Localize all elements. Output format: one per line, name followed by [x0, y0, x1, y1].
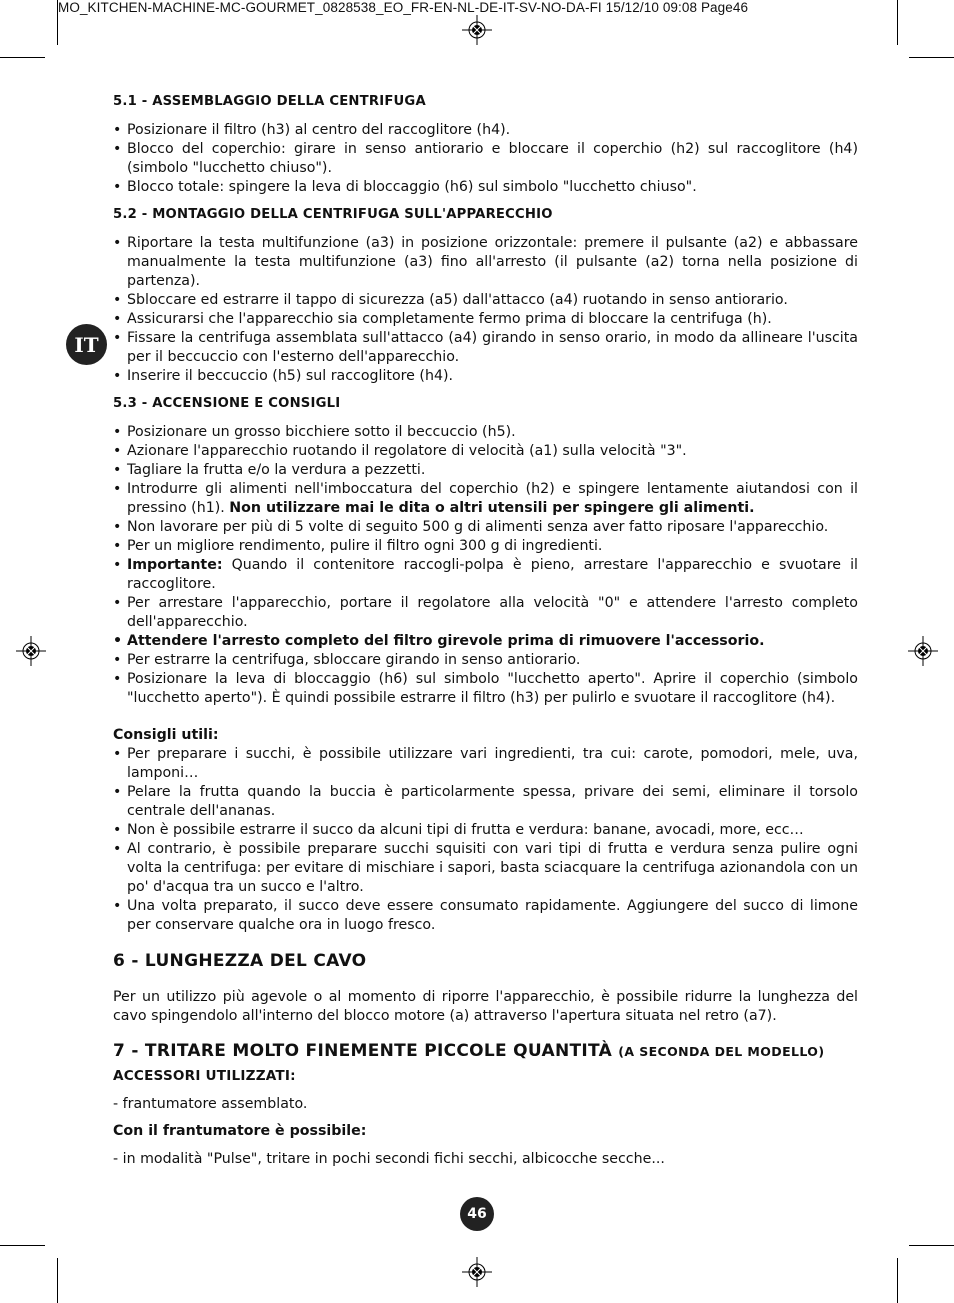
- crop-mark: [57, 0, 58, 45]
- important-label: Importante:: [127, 557, 223, 573]
- list-item: • Sbloccare ed estrarre il tappo di sicurezza (a5) dall'attacco (a4) ruotando in senso antiorario.: [113, 291, 858, 310]
- list-item: • Posizionare la leva di bloccaggio (h6) sul simbolo "lucchetto aperto". Aprire il coperchio (simbolo "lucchetto aperto"). È quindi possibile estrarre il filtro (h3) per pulirlo e svuotare il raccoglitore (h4).: [113, 670, 858, 708]
- page-content: [113, 92, 858, 1169]
- crop-mark: [0, 57, 45, 58]
- list-item: • Per preparare i succhi, è possibile utilizzare vari ingredienti, tra cui: carote, pomodori, mele, uva, lamponi…: [113, 745, 858, 783]
- list-item: • Per arrestare l'apparecchio, portare il regolatore alla velocità "0" e attendere l'arresto completo dell'apparecchio.: [113, 594, 858, 632]
- list-item: • Attendere l'arresto completo del filtro girevole prima di rimuovere l'accessorio.: [113, 632, 858, 651]
- list-item: • Non è possibile estrarre il succo da alcuni tipi di frutta e verdura: banane, avocadi, more, ecc…: [113, 821, 858, 840]
- list-item: • Posizionare il filtro (h3) al centro del raccoglitore (h4).: [113, 121, 858, 140]
- language-badge: IT: [66, 324, 107, 365]
- list-item: • Azionare l'apparecchio ruotando il regolatore di velocità (a1) sulla velocità "3".: [113, 442, 858, 461]
- list-item: • Per un migliore rendimento, pulire il filtro ogni 300 g di ingredienti.: [113, 537, 858, 556]
- list-item: • Tagliare la frutta e/o la verdura a pezzetti.: [113, 461, 858, 480]
- list-item: • Riportare la testa multifunzione (a3) in posizione orizzontale: premere il pulsante (a2) e abbassare manualmente la testa multifunzione (a3) fino all'arresto (il pulsante (a2) torna nella posizione di partenza).: [113, 234, 858, 291]
- accessories-text: - frantumatore assemblato.: [113, 1096, 308, 1112]
- tips-heading: Consigli utili:: [113, 727, 219, 743]
- registration-mark-icon: [908, 636, 938, 666]
- list-item: • Posizionare un grosso bicchiere sotto il beccuccio (h5).: [113, 423, 858, 442]
- list-item: • Una volta preparato, il succo deve essere consumato rapidamente. Aggiungere del succo di limone per conservare qualche ora in luogo fresco.: [113, 897, 858, 935]
- warning-text: Non utilizzare mai le dita o altri utensili per spingere gli alimenti.: [229, 500, 755, 516]
- list-item: • Per estrarre la centrifuga, sbloccare girando in senso antiorario.: [113, 651, 858, 670]
- section-5-2-heading: 5.2 - MONTAGGIO DELLA CENTRIFUGA SULL'APPARECCHIO: [113, 207, 553, 222]
- section-7-note: (A SECONDA DEL MODELLO): [618, 1044, 825, 1059]
- section-7-heading: [113, 1042, 858, 1061]
- list-item: • Pelare la frutta quando la buccia è particolarmente spessa, privare dei semi, eliminare il torsolo centrale dell'ananas.: [113, 783, 858, 821]
- crop-mark: [897, 0, 898, 45]
- section-5-2-list: [113, 234, 858, 386]
- possible-text: - in modalità "Pulse", tritare in pochi secondi fichi secchi, albicocche secche...: [113, 1151, 665, 1167]
- crop-mark: [0, 1245, 45, 1246]
- list-item: • Al contrario, è possibile preparare succhi squisiti con vari tipi di frutta e verdura senza pulire ogni volta la centrifuga: per evitare di mischiare i sapori, basta sciacquare la centrifuga azionandola con un po' d'acqua tra un succo e l'altro.: [113, 840, 858, 897]
- list-item: [113, 556, 858, 594]
- list-item: • Non lavorare per più di 5 volte di seguito 500 g di alimenti senza aver fatto riposare l'apparecchio.: [113, 518, 858, 537]
- section-5-3-heading: 5.3 - ACCENSIONE E CONSIGLI: [113, 396, 341, 411]
- section-6-body: Per un utilizzo più agevole o al momento di riporre l'apparecchio, è possibile ridurre la lunghezza del cavo spingendolo all'interno del blocco motore (a) attraverso l'apertura situata nel retro (a7).: [113, 989, 858, 1024]
- registration-mark-icon: [462, 15, 492, 45]
- section-6-heading: 6 - LUNGHEZZA DEL CAVO: [113, 951, 367, 971]
- accessories-heading: ACCESSORI UTILIZZATI:: [113, 1068, 296, 1084]
- crop-mark: [57, 1258, 58, 1303]
- list-item: • Fissare la centrifuga assemblata sull'attacco (a4) girando in senso orario, in modo da allineare l'uscita per il beccuccio con l'esterno dell'apparecchio.: [113, 329, 858, 367]
- list-item: • Blocco totale: spingere la leva di bloccaggio (h6) sul simbolo "lucchetto chiuso".: [113, 178, 858, 197]
- list-item: • Blocco del coperchio: girare in senso antiorario e bloccare il coperchio (h2) sul raccoglitore (h4) (simbolo "lucchetto chiuso").: [113, 140, 858, 178]
- print-slug-header: MO_KITCHEN-MACHINE-MC-GOURMET_0828538_EO_FR-EN-NL-DE-IT-SV-NO-DA-FI 15/12/10 09:08 Page46: [58, 0, 749, 15]
- registration-mark-icon: [16, 636, 46, 666]
- section-5-1-heading: 5.1 - ASSEMBLAGGIO DELLA CENTRIFUGA: [113, 94, 426, 109]
- list-item-text: Introdurre gli alimenti nell'imboccatura del coperchio (h2) e spingere lentamente aiutandosi con il pressino (h1).: [127, 481, 858, 516]
- possible-heading: Con il frantumatore è possibile:: [113, 1123, 367, 1139]
- list-item: • Assicurarsi che l'apparecchio sia completamente fermo prima di bloccare la centrifuga (h).: [113, 310, 858, 329]
- tips-list: [113, 745, 858, 935]
- crop-mark: [897, 1258, 898, 1303]
- section-5-3-list: [113, 423, 858, 708]
- crop-mark: [909, 1245, 954, 1246]
- crop-mark: [909, 57, 954, 58]
- list-item: • Inserire il beccuccio (h5) sul raccoglitore (h4).: [113, 367, 858, 386]
- registration-mark-icon: [462, 1257, 492, 1287]
- page-number-badge: 46: [460, 1197, 494, 1231]
- section-7-title: 7 - TRITARE MOLTO FINEMENTE PICCOLE QUANTITÀ: [113, 1041, 613, 1061]
- list-item: [113, 480, 858, 518]
- section-5-1-list: [113, 121, 858, 197]
- list-item-text: Quando il contenitore raccogli-polpa è pieno, arrestare l'apparecchio e svuotare il raccoglitore.: [127, 557, 858, 592]
